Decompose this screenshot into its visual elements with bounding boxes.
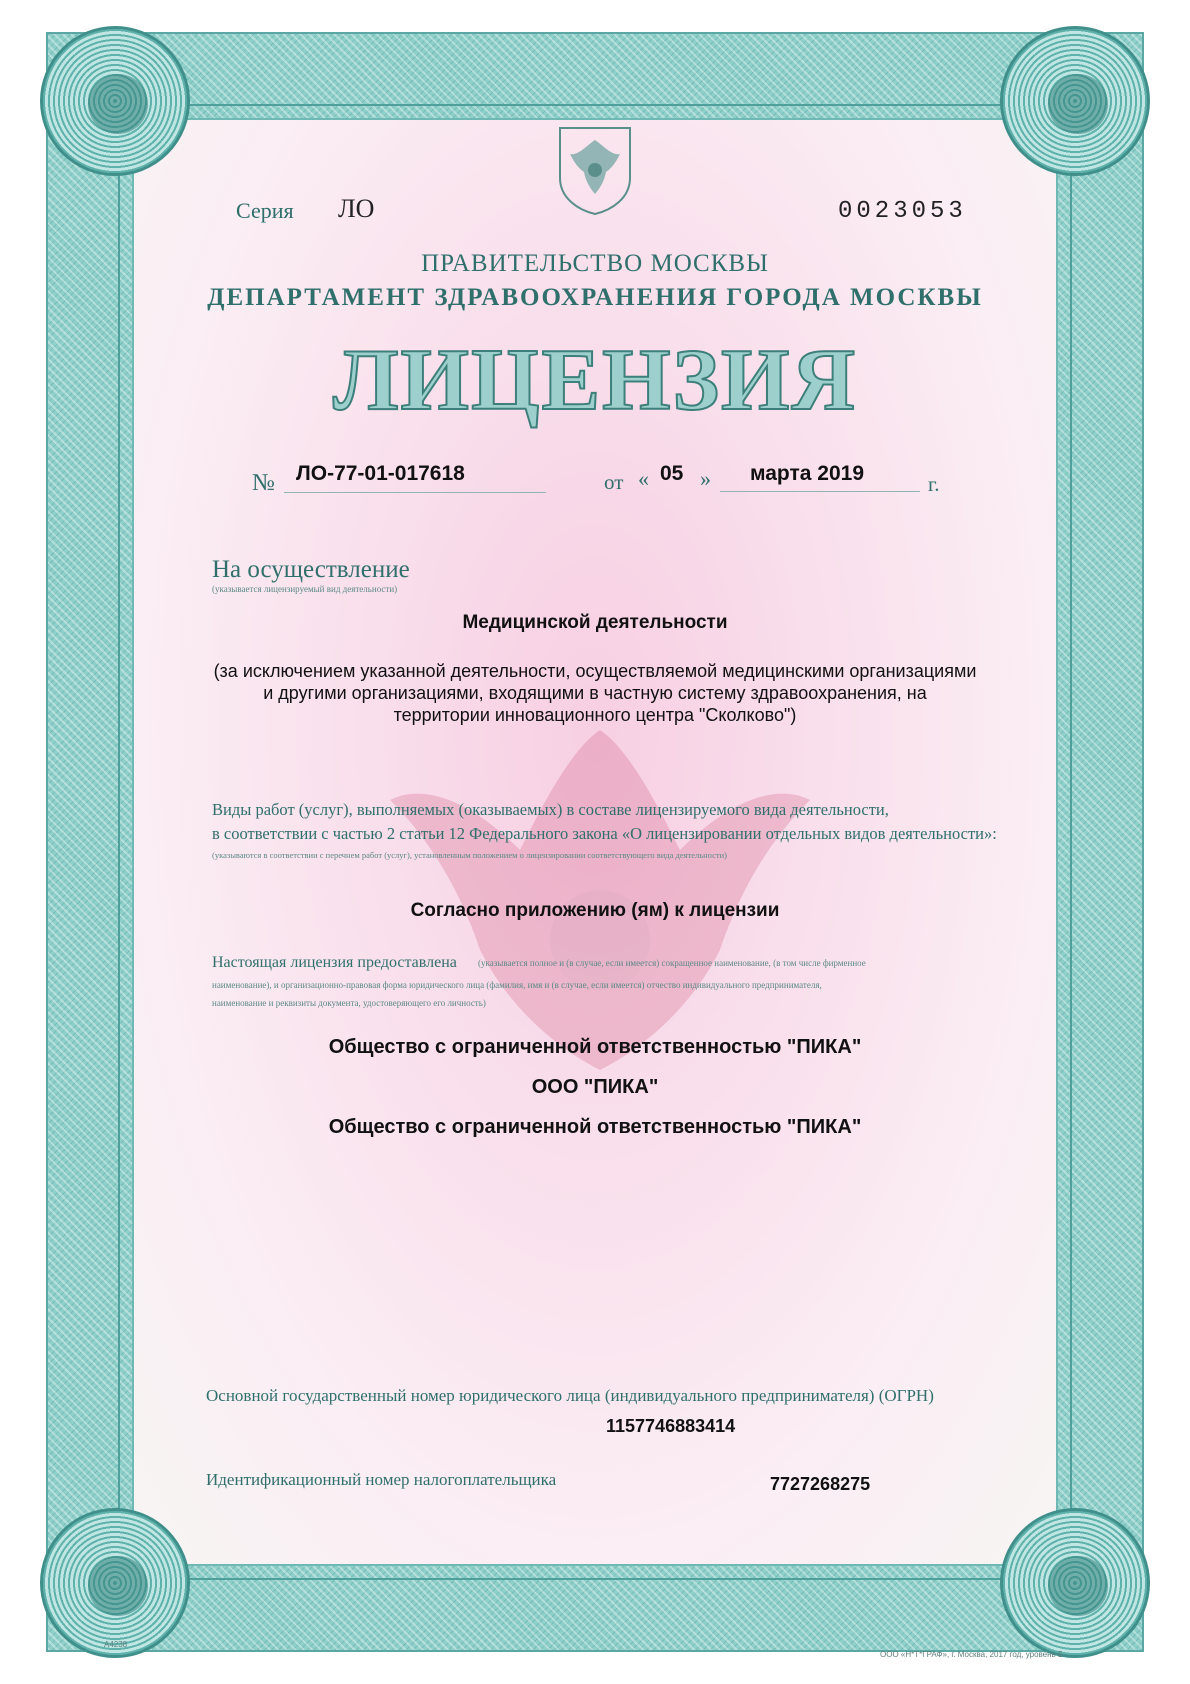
coat-of-arms-icon	[556, 122, 634, 216]
date-suffix: г.	[928, 472, 940, 496]
organization-brand-name: Общество с ограниченной ответственностью "ПИКА"	[328, 1116, 862, 1138]
corner-rosette-icon	[40, 26, 190, 176]
granted-hint-line-2: наименование), и организационно-правовая форма юридического лица (фамилия, имя и (в случае, если имеется) отчество индивидуального предпринимателя,	[212, 980, 822, 990]
inn-value: 7727268275	[770, 1474, 871, 1494]
number-label: №	[252, 470, 275, 496]
activity-note-line-3: территории инновационного центра "Сколково")	[393, 705, 797, 725]
date-from-label: от	[604, 470, 624, 494]
inn-label: Идентификационный номер налогоплательщика	[206, 1470, 557, 1489]
document-title: ЛИЦЕНЗИЯ	[332, 332, 858, 429]
activity-value: Медицинской деятельности	[462, 612, 728, 633]
activity-label: На осуществление	[212, 556, 410, 583]
works-label-line-2: в соответствии с частью 2 статьи 12 Федерального закона «О лицензировании отдельных видов деятельности»:	[212, 824, 997, 843]
organization-short-name: ООО "ПИКА"	[531, 1076, 659, 1098]
date-open-quote: «	[638, 466, 649, 491]
ogrn-label: Основной государственный номер юридического лица (индивидуального предпринимателя) (ОГРН)	[206, 1386, 934, 1405]
works-label	[212, 798, 1012, 846]
activity-note-line-1: (за исключением указанной деятельности, осуществляемой медицинскими организациями	[213, 661, 977, 681]
activity-hint: (указывается лицензируемый вид деятельности)	[212, 584, 398, 594]
printer-imprint: ООО «Н*Т*ГРАФ», г. Москва, 2017 год, уровень Б	[880, 1650, 1064, 1659]
ogrn-value: 1157746883414	[606, 1416, 736, 1436]
government-name: ПРАВИТЕЛЬСТВО МОСКВЫ	[421, 250, 769, 277]
works-value: Согласно приложению (ям) к лицензии	[410, 900, 780, 921]
granted-label: Настоящая лицензия предоставлена	[212, 954, 457, 971]
date-day: 05	[660, 462, 684, 485]
blank-number: 0023053	[838, 198, 967, 225]
series-value: ЛО	[338, 194, 375, 223]
department-name: ДЕПАРТАМЕНТ ЗДРАВООХРАНЕНИЯ ГОРОДА МОСКВЫ	[207, 284, 983, 311]
activity-note-line-2: и другими организациями, входящими в частную систему здравоохранения, на	[263, 683, 927, 703]
organization-full-name: Общество с ограниченной ответственностью "ПИКА"	[328, 1036, 862, 1058]
corner-rosette-icon	[1000, 26, 1150, 176]
granted-hint-line-3: наименование и реквизиты документа, удостоверяющего его личность)	[212, 998, 486, 1008]
form-code: A4238	[104, 1640, 128, 1649]
works-label-line-1: Виды работ (услуг), выполняемых (оказываемых) в составе лицензируемого вида деятельности,	[212, 800, 889, 819]
corner-rosette-icon	[40, 1508, 190, 1658]
date-close-quote: »	[700, 466, 711, 491]
series-label: Серия	[236, 198, 294, 223]
works-hint: (указываются в соответствии с перечнем работ (услуг), установленным положением о лицензировании соответствующего вида деятельности)	[212, 850, 728, 860]
license-number: ЛО-77-01-017618	[284, 462, 546, 493]
date-month-year: марта 2019	[720, 462, 920, 492]
activity-note	[160, 660, 1030, 726]
granted-hint-line-1: (указывается полное и (в случае, если имеется) сокращенное наименование, (в том числе фирменное	[478, 958, 866, 968]
corner-rosette-icon	[1000, 1508, 1150, 1658]
